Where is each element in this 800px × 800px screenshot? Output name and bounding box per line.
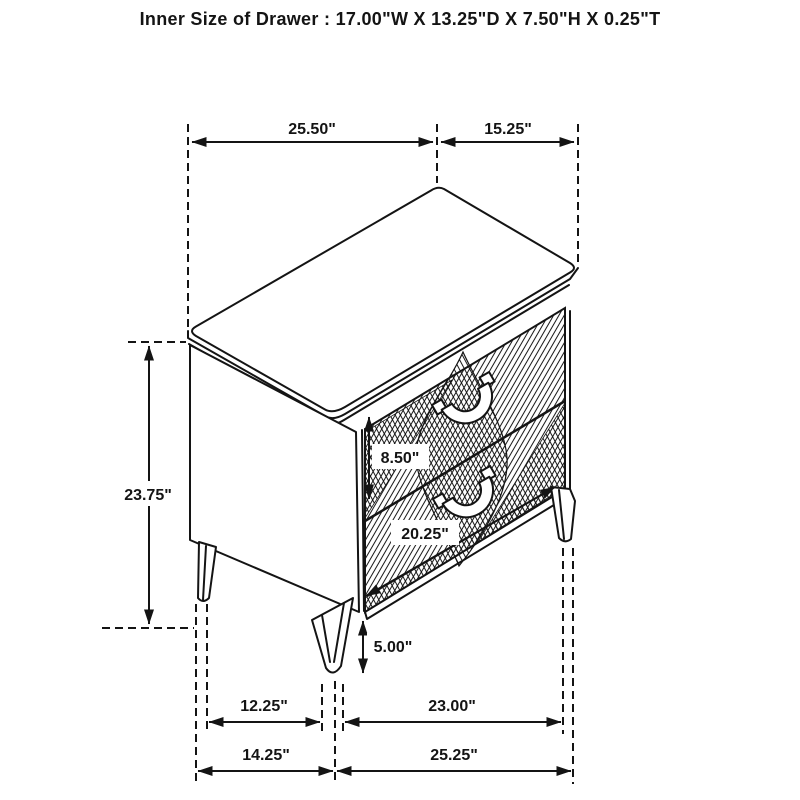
dim-base-front — [337, 747, 571, 771]
dim-leg-span-side-label: 12.25" — [240, 698, 288, 715]
back-left-leg — [198, 542, 216, 601]
dim-drawer-front-width-label: 20.25" — [401, 526, 449, 543]
diagram-title: Inner Size of Drawer : 17.00"W X 13.25"D X 7.50"H X 0.25"T — [139, 9, 661, 29]
dim-top-width-label: 25.50" — [288, 121, 336, 138]
dim-leg-span-front — [345, 698, 561, 722]
dim-top-depth-label: 15.25" — [484, 121, 532, 138]
dim-top-width — [192, 121, 433, 142]
dim-overall-height — [116, 346, 180, 624]
dim-leg-span-front-label: 23.00" — [428, 698, 476, 715]
dim-drawer-front-height-label: 8.50" — [380, 450, 420, 467]
dim-leg-height-label: 5.00" — [373, 639, 413, 656]
dim-leg-span-side — [209, 698, 320, 722]
dim-base-side — [198, 747, 333, 771]
front-left-edge — [362, 430, 364, 611]
dim-leg-height — [363, 621, 419, 673]
dim-overall-height-label: 23.75" — [124, 487, 172, 504]
dim-base-side-label: 14.25" — [242, 747, 290, 764]
dim-top-depth — [441, 121, 574, 142]
front-center-leg — [312, 598, 353, 673]
dim-base-front-label: 25.25" — [430, 747, 478, 764]
nightstand-drawing — [188, 188, 578, 673]
